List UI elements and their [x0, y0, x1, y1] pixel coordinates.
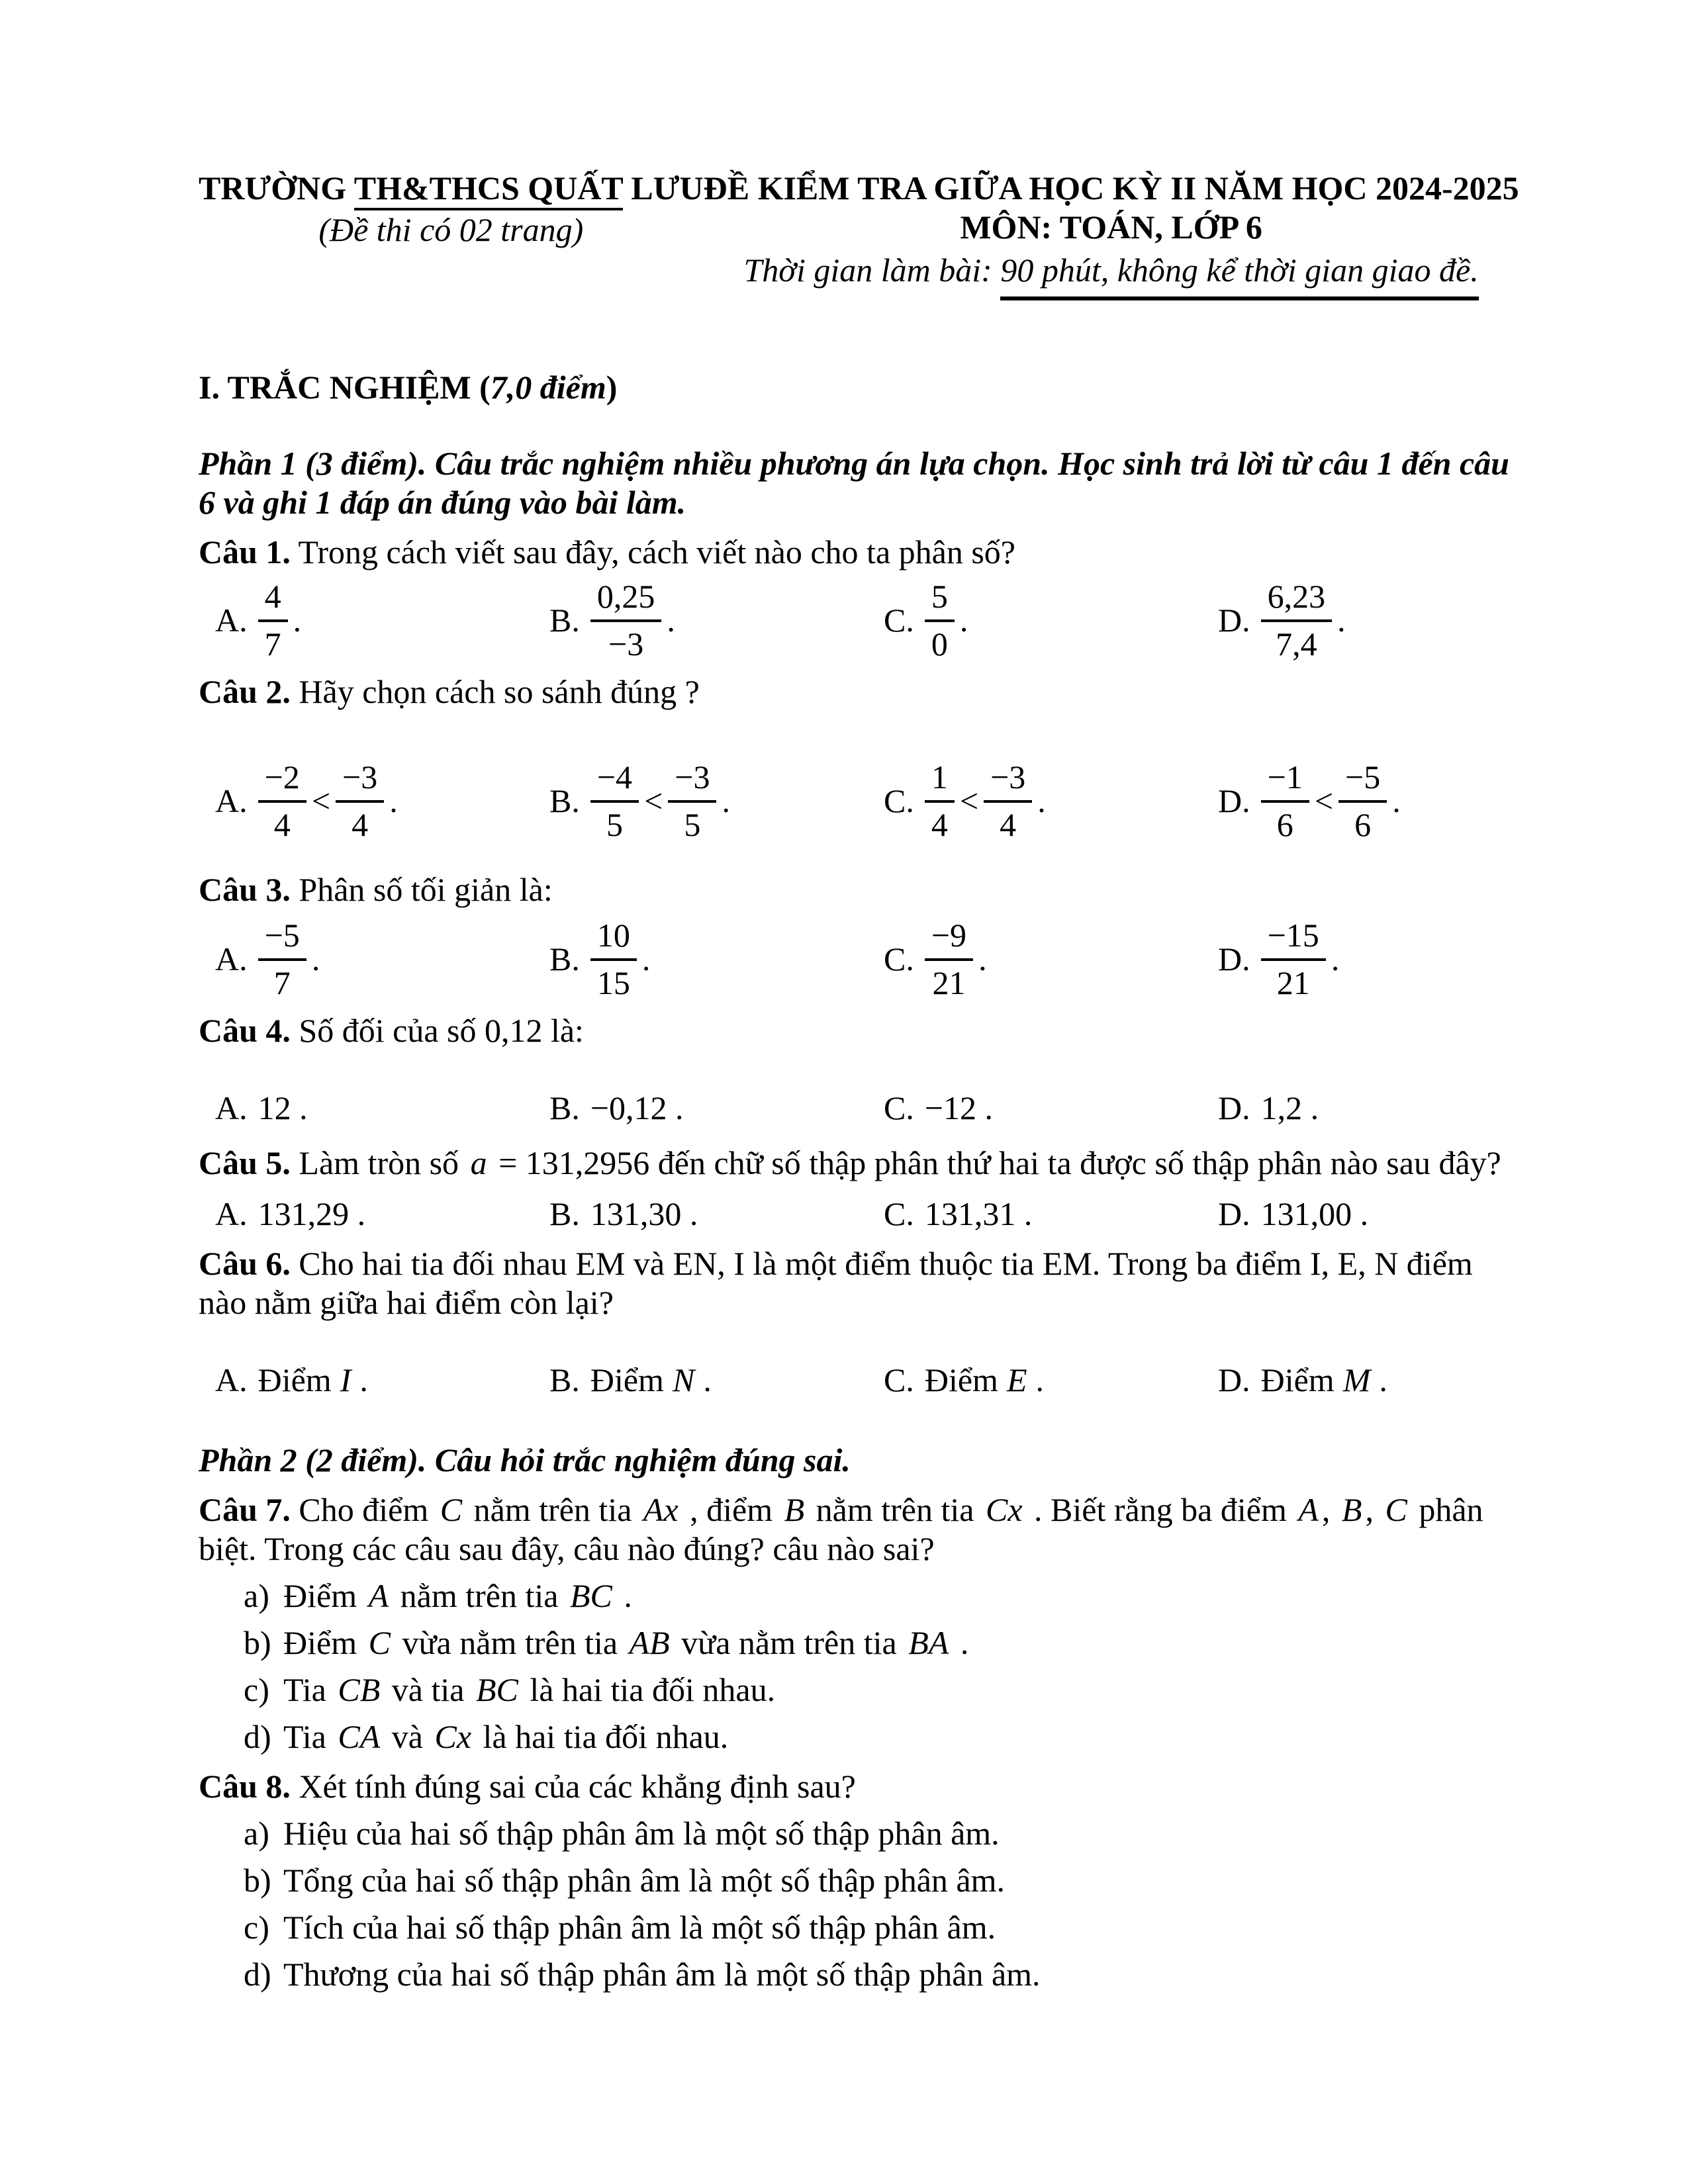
- text-run: −12 .: [924, 1089, 994, 1126]
- text-run: ,: [1365, 1491, 1382, 1528]
- statement-marker: a): [244, 1577, 269, 1614]
- part-1-questions: [199, 533, 1513, 1400]
- option-label: A.: [215, 1195, 248, 1232]
- option-label: A.: [215, 1361, 248, 1398]
- option-c: [884, 759, 1218, 842]
- fraction: [1338, 759, 1387, 842]
- text-run: 131,30 .: [590, 1195, 698, 1232]
- option-label: C.: [884, 1195, 914, 1232]
- exam-title: ĐỀ KIỂM TRA GIỮA HỌC KỲ II NĂM HỌC 2024-2025: [703, 169, 1519, 206]
- statement-a: [199, 1576, 1513, 1615]
- option-d: [1218, 578, 1513, 662]
- option-label: A.: [215, 782, 248, 819]
- option-content: [590, 759, 730, 842]
- statement-text: [283, 1861, 1513, 1900]
- text-run: .: [359, 1361, 368, 1398]
- option-content: [925, 1195, 1033, 1234]
- option-label: D.: [1218, 1195, 1250, 1232]
- text-run: .: [703, 1361, 712, 1398]
- header-exam-block: [704, 169, 1519, 290]
- math-variable: A: [368, 1577, 389, 1614]
- part-1-heading: Phần 1 (3 điểm). Câu trắc nghiệm nhiều phương án lựa chọn. Học sinh trả lời từ câu 1 đến câu 6 và ghi 1 đáp án đúng vào bài làm.: [199, 445, 1509, 521]
- option-label: C.: [884, 1089, 914, 1126]
- fraction-denominator: 5: [684, 806, 701, 843]
- text-run: 12 .: [258, 1089, 308, 1126]
- fraction-numerator: 1: [925, 759, 955, 803]
- math-variable: C: [368, 1624, 391, 1661]
- math-variable: BA: [908, 1624, 949, 1661]
- text-run: Tích của hai số thập phân âm là một số thập phân âm.: [283, 1909, 996, 1946]
- fraction: [336, 759, 384, 842]
- text-run: Cho điểm: [299, 1491, 437, 1528]
- statement-text: [283, 1717, 1513, 1756]
- math-variable: B: [1341, 1491, 1362, 1528]
- option-a: [215, 917, 549, 1001]
- fraction-denominator: 4: [352, 806, 369, 843]
- option-content: [258, 1195, 366, 1234]
- option-content: [1261, 1089, 1319, 1128]
- option-label: B.: [549, 782, 580, 819]
- text-run: Phân số tối giản là:: [299, 871, 553, 908]
- statement-marker: b): [244, 1862, 271, 1899]
- section-1-title-close: ): [606, 369, 618, 406]
- option-c: [884, 1361, 1218, 1400]
- option-label: D.: [1218, 601, 1250, 639]
- option-content: [925, 759, 1046, 842]
- math-variable: N: [672, 1361, 695, 1398]
- question-q1: [199, 533, 1513, 662]
- option-b: [549, 1195, 884, 1234]
- fraction: [925, 578, 955, 662]
- statement-text: [283, 1623, 1513, 1662]
- option-a: [215, 1089, 549, 1128]
- fraction: [925, 917, 973, 1001]
- text-run: Số đối của số 0,12 là:: [299, 1012, 584, 1049]
- option-label: A.: [215, 940, 248, 978]
- option-b: [549, 578, 884, 662]
- text-run: .: [389, 782, 398, 819]
- fraction-denominator: 0: [931, 625, 948, 662]
- fraction-denominator: 6: [1276, 806, 1293, 843]
- fraction-denominator: 6: [1354, 806, 1372, 843]
- option-a: [215, 759, 549, 842]
- text-run: <: [959, 782, 979, 819]
- text-run: .: [615, 1577, 632, 1614]
- text-run: Tổng của hai số thập phân âm là một số thập phân âm.: [283, 1862, 1006, 1899]
- math-variable: C: [440, 1491, 463, 1528]
- statement-text: [283, 1670, 1513, 1709]
- text-run: .: [1331, 940, 1340, 978]
- text-run: nằm trên tia: [465, 1491, 640, 1528]
- options-row: [199, 1361, 1513, 1400]
- fraction-denominator: 5: [606, 806, 623, 843]
- text-run: . Biết rằng ba điểm: [1025, 1491, 1295, 1528]
- fraction-denominator: 7: [264, 625, 281, 662]
- option-label: C.: [884, 601, 914, 639]
- text-run: và: [383, 1718, 432, 1755]
- fraction-numerator: −5: [258, 917, 306, 961]
- option-a: [215, 578, 549, 662]
- fraction-numerator: −1: [1261, 759, 1309, 803]
- option-content: [590, 917, 651, 1001]
- option-d: [1218, 759, 1513, 842]
- text-run: .: [959, 601, 968, 639]
- math-variable: CA: [338, 1718, 381, 1755]
- text-run: −0,12 .: [590, 1089, 684, 1126]
- time-limit-prefix: Thời gian làm bài:: [743, 251, 1001, 289]
- statement-marker: d): [244, 1718, 271, 1755]
- option-content: [258, 759, 398, 842]
- option-b: [549, 917, 884, 1001]
- text-run: .: [952, 1624, 969, 1661]
- fraction-numerator: 10: [590, 917, 637, 961]
- option-label: D.: [1218, 782, 1250, 819]
- text-run: Điểm: [258, 1361, 332, 1398]
- option-b: [549, 759, 884, 842]
- time-limit-underlined: 90 phút, không kể thời gian giao đề.: [1000, 251, 1478, 300]
- option-content: [1261, 578, 1346, 662]
- text-run: phân biệt. Trong các câu sau đây, câu nào đúng? câu nào sai?: [199, 1491, 1483, 1567]
- option-content: [590, 1195, 698, 1234]
- option-content: [590, 1361, 712, 1400]
- fraction-numerator: −15: [1261, 917, 1326, 961]
- question-q5: [199, 1144, 1513, 1234]
- question-stem: [199, 1144, 1513, 1183]
- statement-c: [199, 1908, 1513, 1947]
- statement-marker: d): [244, 1956, 271, 1993]
- option-content: [258, 1089, 308, 1128]
- text-run: Điểm: [283, 1577, 365, 1614]
- option-c: [884, 917, 1218, 1001]
- fraction: [258, 759, 306, 842]
- option-b: [549, 1361, 884, 1400]
- option-a: [215, 1195, 549, 1234]
- option-d: [1218, 1195, 1513, 1234]
- part-2-heading: Phần 2 (2 điểm). Câu hỏi trắc nghiệm đúng sai.: [199, 1441, 851, 1479]
- fraction-numerator: −3: [336, 759, 384, 803]
- option-label: C.: [884, 782, 914, 819]
- question-label: Câu 8.: [199, 1768, 291, 1805]
- section-1-title-main: I. TRẮC NGHIỆM (: [199, 369, 491, 406]
- question-stem: [199, 1011, 1513, 1050]
- option-d: [1218, 917, 1513, 1001]
- option-content: [925, 578, 968, 662]
- math-variable: a: [470, 1144, 487, 1181]
- option-d: [1218, 1089, 1513, 1128]
- text-run: 1,2 .: [1260, 1089, 1319, 1126]
- fraction-denominator: 7: [273, 964, 291, 1001]
- option-label: B.: [549, 601, 580, 639]
- text-run: .: [311, 940, 320, 978]
- text-run: .: [978, 940, 987, 978]
- statement-a: [199, 1814, 1513, 1853]
- fraction: [668, 759, 716, 842]
- text-run: <: [644, 782, 663, 819]
- text-run: .: [1392, 782, 1401, 819]
- fraction: [590, 917, 637, 1001]
- question-stem: [199, 533, 1513, 572]
- option-content: [925, 917, 987, 1001]
- options-row: [199, 578, 1513, 662]
- statement-text: [283, 1814, 1513, 1853]
- question-stem: [199, 672, 1513, 711]
- text-run: Tia: [283, 1671, 335, 1708]
- options-row: [199, 759, 1513, 842]
- question-q2: [199, 672, 1513, 842]
- option-content: [1261, 917, 1340, 1001]
- option-d: [1218, 1361, 1513, 1400]
- text-run: Trong cách viết sau đây, cách viết nào cho ta phân số?: [298, 533, 1015, 570]
- option-content: [1261, 1195, 1369, 1234]
- text-run: là hai tia đối nhau.: [521, 1671, 776, 1708]
- option-content: [1261, 759, 1401, 842]
- option-c: [884, 1195, 1218, 1234]
- options-row: [199, 917, 1513, 1001]
- math-variable: A: [1298, 1491, 1319, 1528]
- fraction-denominator: 4: [931, 806, 948, 843]
- text-run: .: [722, 782, 730, 819]
- fraction-numerator: −3: [668, 759, 716, 803]
- question-q7: [199, 1490, 1513, 1756]
- options-row: [199, 1089, 1513, 1128]
- school-name-prefix: TRƯỜNG: [199, 169, 354, 206]
- fraction: [590, 759, 639, 842]
- fraction-numerator: −2: [258, 759, 306, 803]
- text-run: Điểm: [590, 1361, 664, 1398]
- question-label: Câu 6.: [199, 1245, 291, 1282]
- option-content: [590, 1089, 684, 1128]
- question-q6: [199, 1244, 1513, 1400]
- math-variable: M: [1342, 1361, 1371, 1398]
- option-label: B.: [549, 940, 580, 978]
- text-run: 131,29 .: [258, 1195, 366, 1232]
- school-name-suffix: LƯU: [622, 169, 704, 206]
- math-variable: C: [1385, 1491, 1407, 1528]
- fraction-numerator: −4: [590, 759, 639, 803]
- option-content: [258, 917, 320, 1001]
- text-run: ,: [1321, 1491, 1338, 1528]
- math-variable: Cx: [985, 1491, 1023, 1528]
- fraction: [258, 917, 306, 1001]
- text-run: Hãy chọn cách so sánh đúng ?: [299, 673, 700, 710]
- fraction-numerator: −5: [1338, 759, 1387, 803]
- statement-b: [199, 1623, 1513, 1662]
- text-run: 131,00 .: [1260, 1195, 1369, 1232]
- fraction: [258, 578, 288, 662]
- question-q8: [199, 1767, 1513, 1994]
- text-run: .: [1037, 782, 1046, 819]
- statement-d: [199, 1717, 1513, 1756]
- text-run: nằm trên tia: [392, 1577, 567, 1614]
- option-label: D.: [1218, 1089, 1250, 1126]
- statement-c: [199, 1670, 1513, 1709]
- text-run: và tia: [383, 1671, 473, 1708]
- text-run: = 131,2956 đến chữ số thập phân thứ hai ta được số thập phân nào sau đây?: [490, 1144, 1501, 1181]
- statement-marker: c): [244, 1671, 269, 1708]
- option-content: [258, 578, 302, 662]
- statement-marker: a): [244, 1815, 269, 1852]
- fraction: [1261, 917, 1326, 1001]
- question-label: Câu 2.: [199, 673, 291, 710]
- statement-d: [199, 1955, 1513, 1994]
- question-label: Câu 3.: [199, 871, 291, 908]
- text-run: Điểm: [924, 1361, 998, 1398]
- math-variable: B: [784, 1491, 805, 1528]
- text-run: 131,31 .: [924, 1195, 1033, 1232]
- statement-marker: c): [244, 1909, 269, 1946]
- math-variable: CB: [338, 1671, 381, 1708]
- question-stem: [199, 1767, 1513, 1806]
- option-label: D.: [1218, 1361, 1250, 1398]
- text-run: .: [1337, 601, 1346, 639]
- time-limit-line: [704, 251, 1519, 290]
- text-run: , điểm: [681, 1491, 781, 1528]
- statement-b: [199, 1861, 1513, 1900]
- option-content: [1261, 1361, 1387, 1400]
- text-run: vừa nằm trên tia: [673, 1624, 906, 1661]
- math-variable: E: [1006, 1361, 1027, 1398]
- option-a: [215, 1361, 549, 1400]
- fraction: [1261, 759, 1309, 842]
- text-run: .: [293, 601, 302, 639]
- fraction: [984, 759, 1032, 842]
- fraction-numerator: −3: [984, 759, 1032, 803]
- text-run: .: [1379, 1361, 1387, 1398]
- text-run: .: [641, 940, 651, 978]
- text-run: .: [667, 601, 675, 639]
- option-c: [884, 578, 1218, 662]
- statement-list: [199, 1576, 1513, 1756]
- text-run: .: [1035, 1361, 1044, 1398]
- subject-line: MÔN: TOÁN, LỚP 6: [960, 208, 1262, 246]
- math-variable: BC: [475, 1671, 518, 1708]
- section-1-points: 7,0 điểm: [490, 369, 606, 406]
- text-run: Điểm: [1260, 1361, 1335, 1398]
- option-b: [549, 1089, 884, 1128]
- statement-text: [283, 1576, 1513, 1615]
- math-variable: Ax: [643, 1491, 679, 1528]
- option-content: [258, 1361, 368, 1400]
- fraction-numerator: 0,25: [590, 578, 662, 622]
- fraction-denominator: 7,4: [1276, 625, 1317, 662]
- exam-pages-note: (Đề thi có 02 trang): [318, 211, 584, 248]
- options-row: [199, 1195, 1513, 1234]
- question-q3: [199, 870, 1513, 1001]
- text-run: nằm trên tia: [808, 1491, 982, 1528]
- math-variable: Cx: [434, 1718, 472, 1755]
- section-1-title: [199, 368, 1513, 407]
- math-variable: AB: [629, 1624, 670, 1661]
- text-run: Điểm: [283, 1624, 365, 1661]
- fraction-numerator: 4: [258, 578, 288, 622]
- text-run: Tia: [283, 1718, 335, 1755]
- fraction: [590, 578, 662, 662]
- fraction-numerator: 5: [925, 578, 955, 622]
- fraction-denominator: 15: [596, 964, 630, 1001]
- option-content: [925, 1361, 1044, 1400]
- fraction: [925, 759, 955, 842]
- question-label: Câu 1.: [199, 533, 291, 570]
- school-name: [199, 169, 704, 208]
- statement-marker: b): [244, 1624, 271, 1661]
- text-run: Xét tính đúng sai của các khẳng định sau?: [299, 1768, 856, 1805]
- header-school-block: [199, 169, 704, 250]
- option-label: B.: [549, 1361, 580, 1398]
- option-label: D.: [1218, 940, 1250, 978]
- statement-text: [283, 1955, 1513, 1994]
- option-label: C.: [884, 940, 914, 978]
- option-c: [884, 1089, 1218, 1128]
- option-label: A.: [215, 1089, 248, 1126]
- document-header: [199, 169, 1519, 290]
- school-name-underlined: TH&THCS QUẤT: [354, 169, 623, 210]
- math-variable: BC: [569, 1577, 612, 1614]
- text-run: Thương của hai số thập phân âm là một số thập phân âm.: [283, 1956, 1041, 1993]
- part-2-questions: [199, 1490, 1513, 1994]
- question-stem: [199, 1490, 1513, 1569]
- fraction-denominator: 4: [273, 806, 291, 843]
- text-run: Hiệu của hai số thập phân âm là một số thập phân âm.: [283, 1815, 1000, 1852]
- fraction-denominator: 21: [932, 964, 966, 1001]
- option-label: A.: [215, 601, 248, 639]
- question-label: Câu 4.: [199, 1012, 291, 1049]
- option-label: B.: [549, 1089, 580, 1126]
- fraction: [1261, 578, 1333, 662]
- option-label: C.: [884, 1361, 914, 1398]
- text-run: <: [1314, 782, 1334, 819]
- option-content: [590, 578, 675, 662]
- text-run: <: [311, 782, 331, 819]
- statement-text: [283, 1908, 1513, 1947]
- question-stem: [199, 1244, 1513, 1322]
- option-label: B.: [549, 1195, 580, 1232]
- fraction-denominator: −3: [608, 625, 644, 662]
- text-run: là hai tia đối nhau.: [475, 1718, 729, 1755]
- text-run: vừa nằm trên tia: [393, 1624, 626, 1661]
- statement-list: [199, 1814, 1513, 1994]
- question-stem: [199, 870, 1513, 909]
- question-q4: [199, 1011, 1513, 1128]
- fraction-numerator: 6,23: [1261, 578, 1333, 622]
- question-label: Câu 7.: [199, 1491, 291, 1528]
- text-run: Làm tròn số: [299, 1144, 467, 1181]
- question-label: Câu 5.: [199, 1144, 291, 1181]
- math-variable: I: [340, 1361, 352, 1398]
- fraction-denominator: 21: [1276, 964, 1310, 1001]
- fraction-numerator: −9: [925, 917, 973, 961]
- option-content: [925, 1089, 993, 1128]
- fraction-denominator: 4: [1000, 806, 1017, 843]
- text-run: Cho hai tia đối nhau EM và EN, I là một điểm thuộc tia EM. Trong ba điểm I, E, N điểm nào nằm giữa hai điểm còn lại?: [199, 1245, 1473, 1321]
